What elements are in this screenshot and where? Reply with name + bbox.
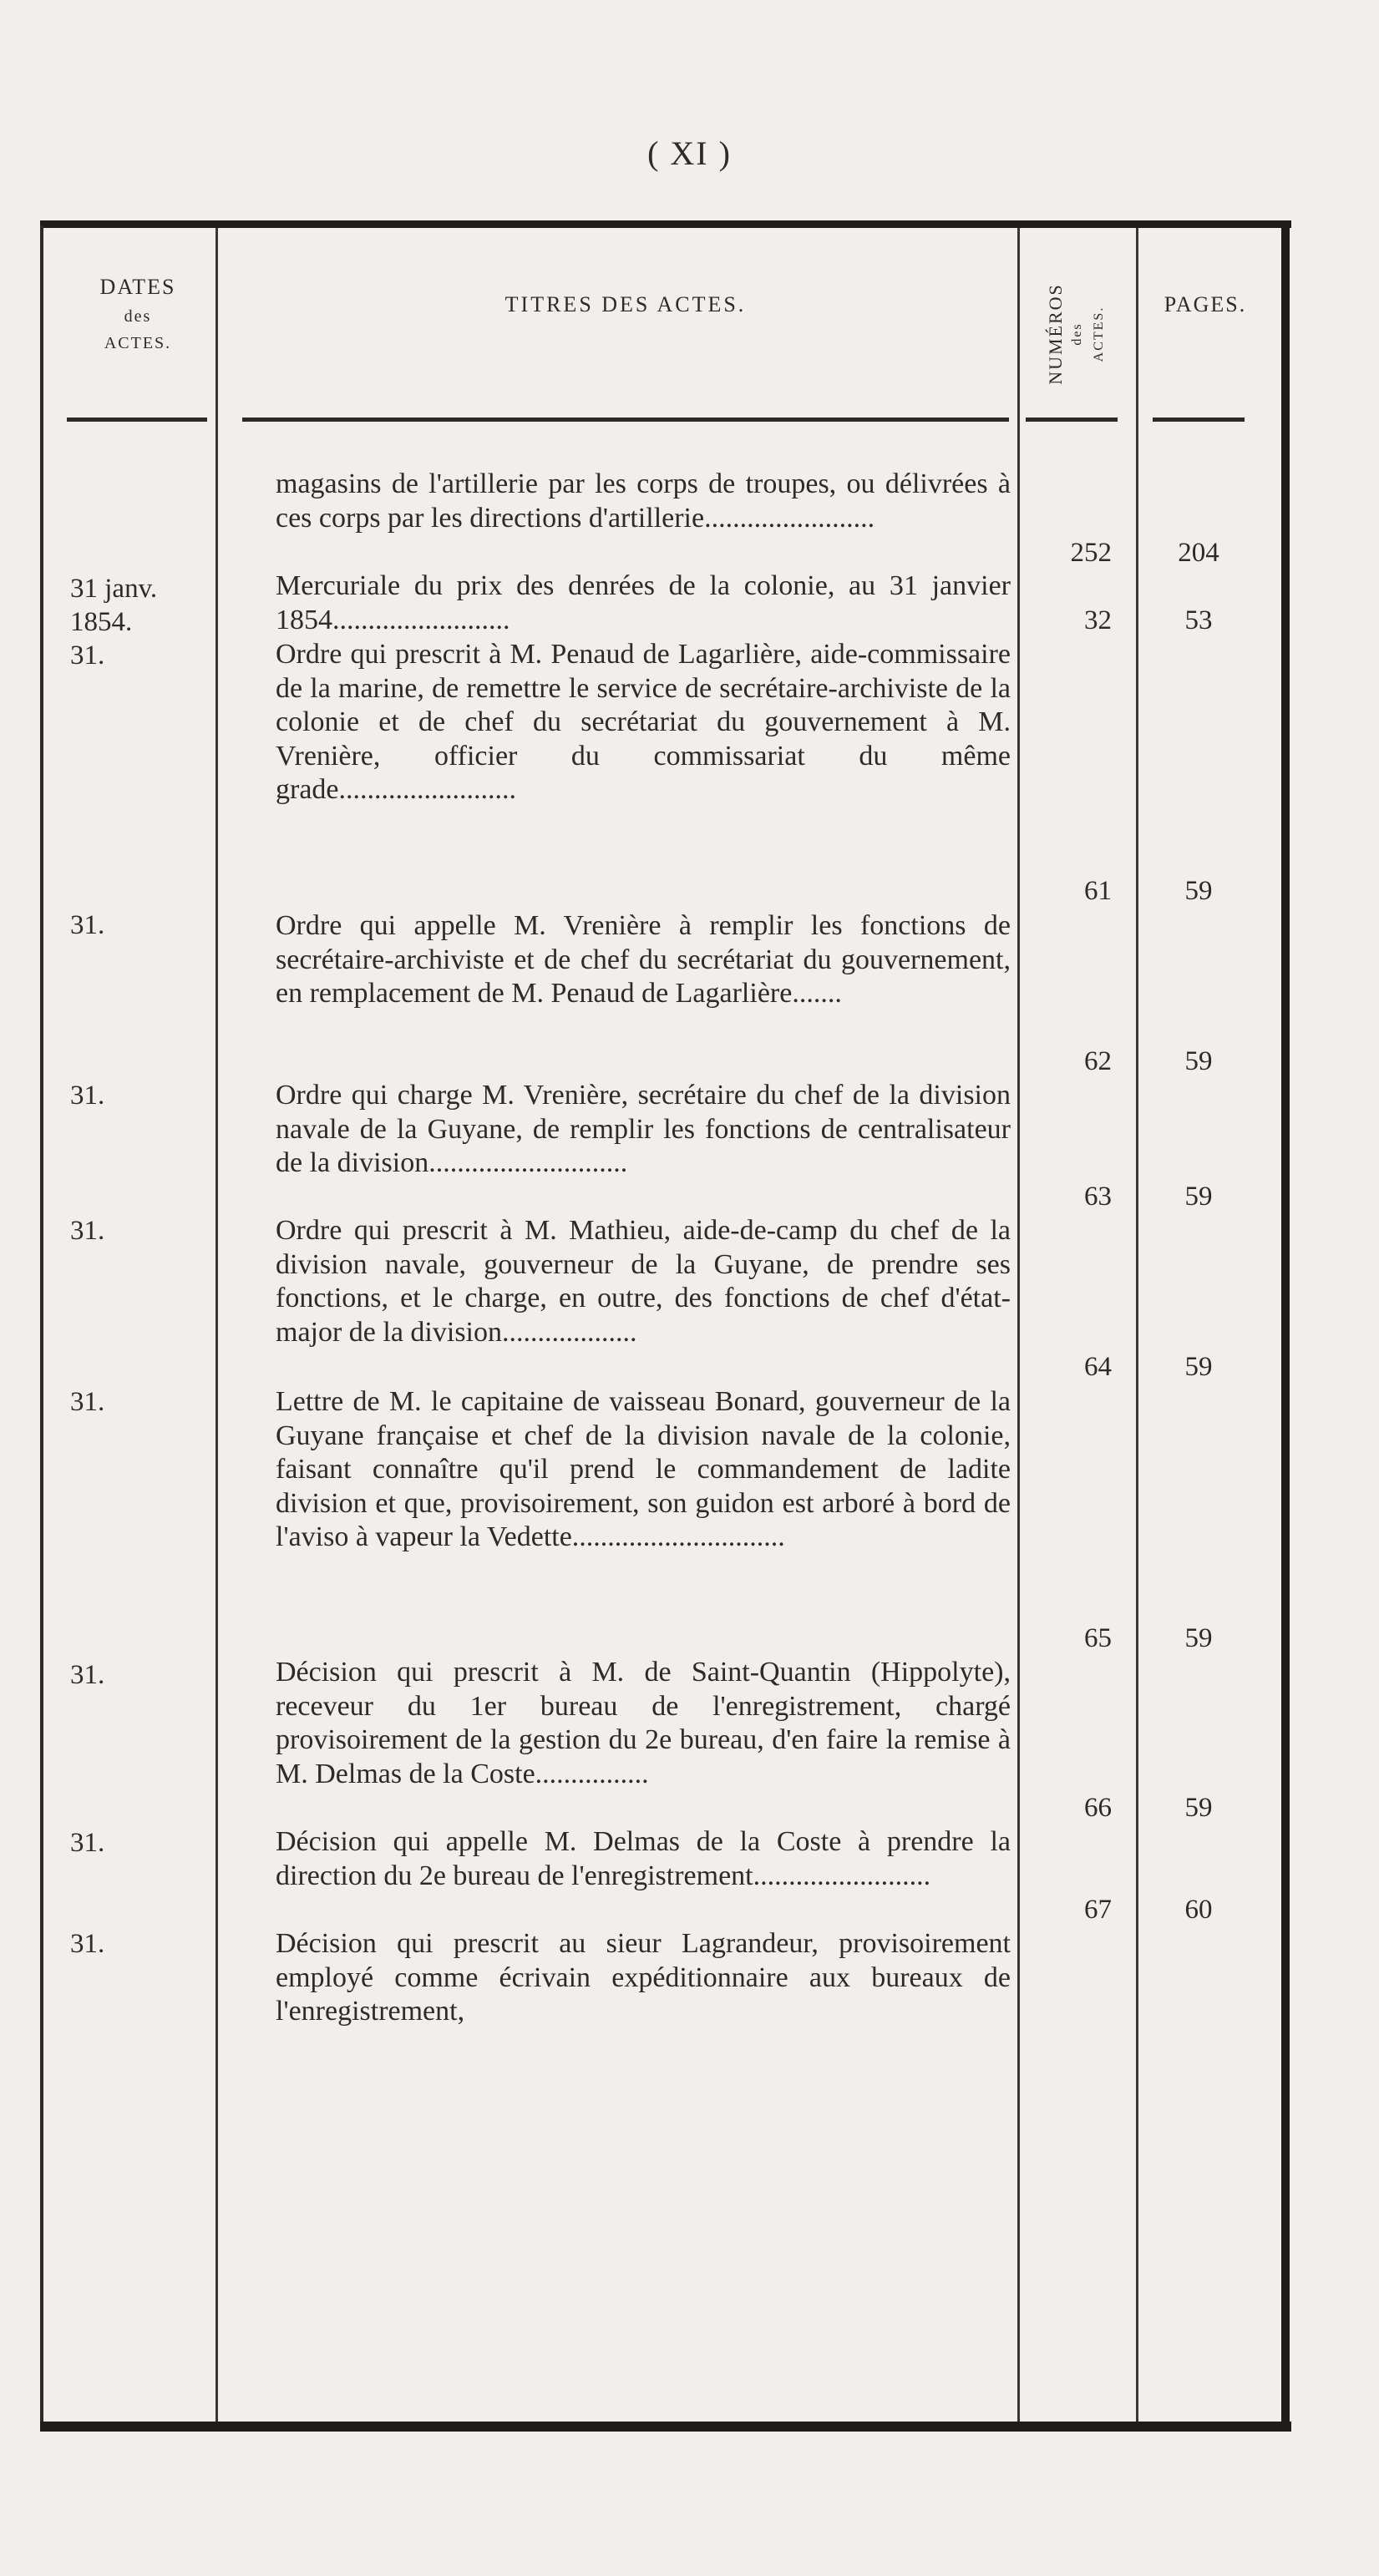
entry-date: 31. (70, 640, 105, 671)
entry-title: Décision qui prescrit au sieur Lagrandeur, provisoirement employé comme écrivain expéditionnaire aux bureaux de l'enregistrement, (276, 1928, 1011, 2027)
column-divider-numeros (1136, 228, 1138, 2422)
entry-date: 31 janv. 1854. (70, 574, 158, 637)
entry-page: 59 (1184, 1352, 1213, 1382)
header-underline-numeros (1026, 418, 1118, 422)
entry-date: 31. (70, 910, 105, 940)
entry-numero: 66 (1084, 1793, 1112, 1823)
header-pages: PAGES. (1164, 292, 1247, 316)
entry-date: 31. (70, 1660, 105, 1690)
entry-numero: 63 (1084, 1182, 1112, 1212)
header-underline-titres (242, 418, 1009, 422)
entry-numero: 32 (1084, 605, 1112, 635)
entry-title: magasins de l'artillerie par les corps de troupes, ou délivrées à ces corps par les directions d'artillerie........................ (276, 468, 1011, 534)
header-dates: DATES des ACTES. (99, 275, 176, 352)
entry-title: Lettre de M. le capitaine de vaisseau Bonard, gouverneur de la Guyane française et chef de la division navale de la colonie, faisant connaître qu'il prend le commandement de ladite division et que, provisoirement, son guidon est arboré à bord de l'aviso à vapeur la Vedette.............................. (276, 1386, 1011, 1553)
column-divider-dates (215, 228, 218, 2422)
bottom-rule (40, 2422, 1291, 2432)
entry-page: 59 (1184, 1182, 1213, 1212)
entry-page: 59 (1184, 1046, 1213, 1076)
entry-date: 31. (70, 1081, 105, 1111)
entry-numero: 252 (1070, 538, 1112, 568)
page-number: ( XI ) (647, 134, 732, 172)
entry-numero: 62 (1084, 1046, 1112, 1076)
entry-title: Mercuriale du prix des denrées de la colonie, au 31 janvier 1854......................... (276, 570, 1011, 635)
entry-page: 204 (1178, 538, 1219, 568)
entry-page: 59 (1184, 876, 1213, 906)
entry-date: 31. (70, 1828, 105, 1858)
entry-title: Décision qui appelle M. Delmas de la Coste à prendre la direction du 2e bureau de l'enregistrement......................... (276, 1826, 1011, 1891)
header-underline-pages (1153, 418, 1245, 422)
entry-date: 31. (70, 1387, 105, 1417)
entry-numero: 64 (1084, 1352, 1112, 1382)
column-divider-titres (1017, 228, 1020, 2422)
entry-page: 60 (1184, 1895, 1213, 1925)
entry-title: Décision qui prescrit à M. de Saint-Quantin (Hippolyte), receveur du 1er bureau de l'enregistrement, chargé provisoirement de la gestion du 2e bureau, d'en faire la remise à M. Delmas de la Coste................ (276, 1657, 1011, 1789)
entry-title: Ordre qui prescrit à M. Mathieu, aide-de-camp du chef de la division navale, gouverneur de la Guyane, de prendre ses fonctions, et le charge, en outre, des fonctions de chef d'état-major de la division................... (276, 1215, 1011, 1348)
entry-page: 53 (1184, 605, 1213, 635)
header-underline-dates (67, 418, 207, 422)
entry-numero: 65 (1084, 1623, 1112, 1653)
header-titres: TITRES DES ACTES. (504, 292, 747, 316)
entry-page: 59 (1184, 1793, 1213, 1823)
entry-numero: 67 (1084, 1895, 1112, 1925)
entry-date: 31. (70, 1216, 105, 1246)
entry-title: Ordre qui prescrit à M. Penaud de Lagarlière, aide-commissaire de la marine, de remettre le service de secrétaire-archiviste de la colonie et de chef du secrétariat du gouvernement à M. Vrenière, officier du commissariat du même grade......................... (276, 639, 1011, 806)
header-numeros: NUMÉROS des ACTES. (1045, 283, 1106, 385)
entry-page: 59 (1184, 1623, 1213, 1653)
entry-numero: 61 (1084, 876, 1112, 906)
entry-date: 31. (70, 1929, 105, 1959)
entry-title: Ordre qui appelle M. Vrenière à remplir les fonctions de secrétaire-archiviste et de chef du secrétariat du gouvernement, en remplacement de M. Penaud de Lagarlière....... (276, 910, 1011, 1010)
entry-title: Ordre qui charge M. Vrenière, secrétaire du chef de la division navale de la Guyane, de remplir les fonctions de centralisateur de la division............................ (276, 1080, 1011, 1179)
